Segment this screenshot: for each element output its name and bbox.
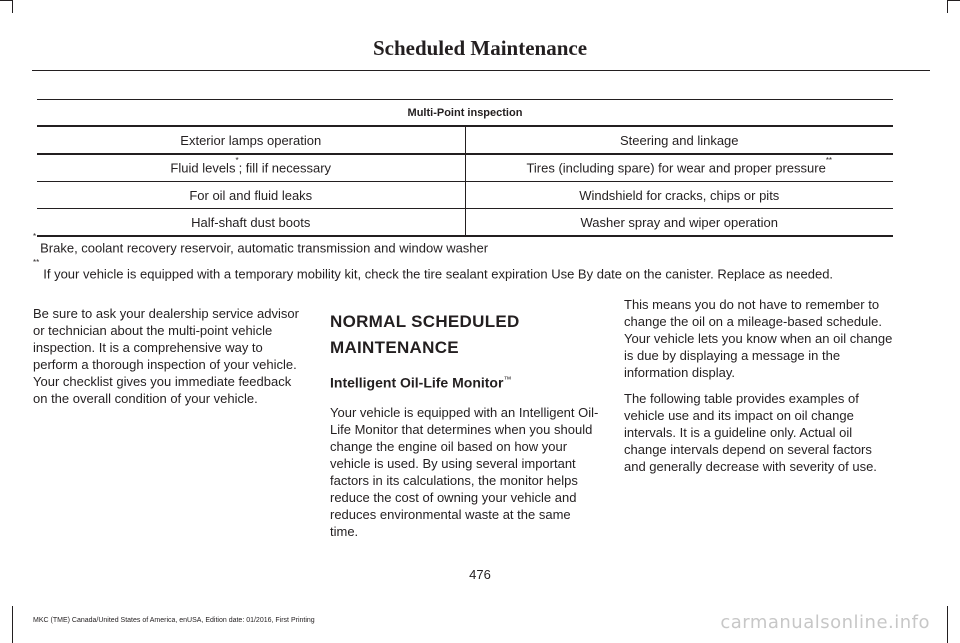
cell-text: Fluid levels [170,160,236,176]
footnote-marker: * [33,232,37,241]
footer-text: MKC (TME) Canada/United States of America, enUSA, Edition date: 01/2016, First Printing [33,617,315,624]
footnote-marker: ** [33,258,40,267]
table-row [37,154,893,182]
table-row [37,182,893,209]
crop-mark [12,0,13,13]
inspection-table [37,99,893,237]
footnote [33,232,489,256]
watermark: carmanualsonline.info [720,612,930,633]
table-row [37,209,893,237]
table-cell: For oil and fluid leaks [37,182,465,209]
paragraph: This means you do not have to remember to change the oil on a mileage-based schedule. Your vehicle lets you know when an oil change is due by displaying a message in the information display. [624,297,893,380]
column-left [33,305,305,416]
table-cell: Windshield for cracks, chips or pits [465,182,893,209]
footnote-marker: * [235,156,239,166]
table-cell: Steering and linkage [465,126,893,154]
subsection-heading [330,371,602,392]
table-row [37,126,893,154]
table-cell: Washer spray and wiper operation [465,209,893,237]
table-caption: Multi-Point inspection [37,100,893,127]
subheading-text: Intelligent Oil-Life Monitor [330,374,504,391]
table-cell: Half-shaft dust boots [37,209,465,237]
trademark-mark: ™ [503,375,512,384]
cell-text: ; fill if necessary [238,160,332,176]
cell-text: Tires (including spare) for wear and proper pressure [526,160,826,176]
page-number: 476 [469,567,491,582]
title-divider [32,70,930,71]
footnote-marker: ** [825,156,833,166]
crop-mark [947,0,960,1]
page-title: Scheduled Maintenance [372,36,588,60]
table-cell: Exterior lamps operation [37,126,465,154]
section-heading [330,309,602,361]
crop-mark [12,606,13,643]
heading-line: NORMAL SCHEDULED [330,312,520,331]
footnote [33,258,834,282]
column-right [624,296,896,484]
column-middle [330,309,602,549]
paragraph: The following table provides examples of vehicle use and its impact on oil change intervals. It is a guideline only. Actual oil change intervals depend on several factors and generally decrease with severity of use. [624,391,877,474]
crop-mark [947,606,948,643]
table-cell [465,154,893,182]
footnote-text: If your vehicle is equipped with a temporary mobility kit, check the tire sealant expiration Use By date on the canister. Replace as needed. [43,266,834,282]
table-cell [37,154,465,182]
footnote-text: Brake, coolant recovery reservoir, automatic transmission and window washer [40,240,489,256]
paragraph: Be sure to ask your dealership service advisor or technician about the multi-point vehicle inspection. It is a comprehensive way to perform a thorough inspection of your vehicle. Your checklist gives you immediate feedback on the overall condition of your vehicle. [33,306,299,406]
heading-line: MAINTENANCE [330,338,459,357]
crop-mark [947,0,948,13]
paragraph: Your vehicle is equipped with an Intelligent Oil-Life Monitor that determines when you should change the engine oil based on how your vehicle is used. By using several important factors in its calculations, the monitor helps reduce the cost of owning your vehicle and reduces environmental waste at the same time. [330,404,599,539]
